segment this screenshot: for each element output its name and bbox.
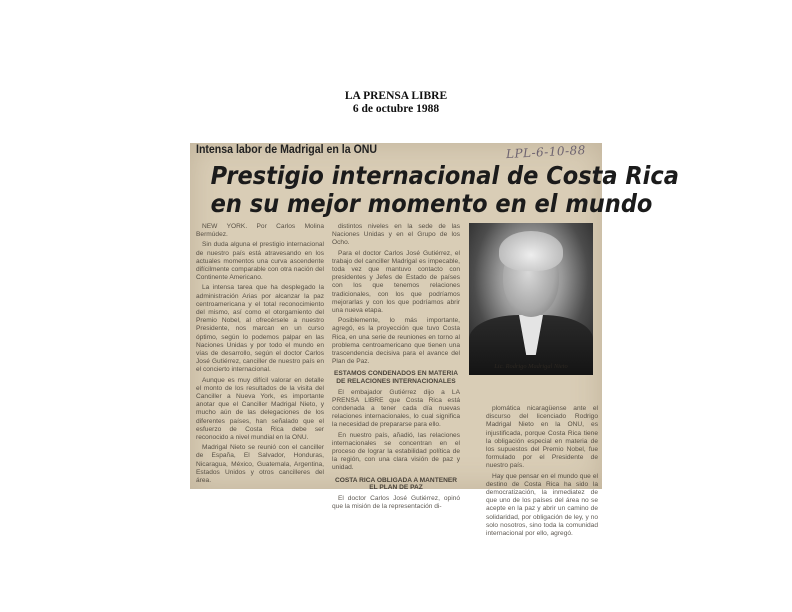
paragraph: Sin duda alguna el prestigio internacional de nuestro país está atravesando en los actuales momentos una curva ascendente difícilmente comparable con otra nación del Continente Americano. [196, 241, 324, 282]
paragraph: NEW YORK. Por Carlos Molina Bermúdez. [196, 223, 324, 239]
article-subhead: ESTAMOS CONDENADOS EN MATERIA DE RELACIONES INTERNACIONALES [334, 370, 458, 386]
handwritten-date: LPL-6-10-88 [505, 142, 587, 162]
paragraph: Posiblemente, lo más importante, agregó, es la proyección que tuvo Costa Rica, en una serie de reuniones en torno al problema centroamericano que tienen una trascendencia decisiva para el avance del Plan de Paz. [332, 317, 460, 366]
article-column-2 [332, 223, 460, 511]
article-column-1 [196, 223, 324, 485]
newspaper-clipping [190, 142, 679, 538]
headline-line-2: en su mejor momento en el mundo [210, 189, 653, 218]
paragraph: Hay que pensar en el mundo que el destino de Costa Rica ha sido la democratización, la inmediatez de que uno de los países del área no se acepte en la paz y abrir un camino de solidaridad, por obligación de ley, y no solo nosotros, sino toda la comunidad internacional por ello, agregó. [486, 472, 598, 538]
publication-date: 6 de octubre 1988 [352, 103, 440, 115]
article-column-3 [486, 405, 598, 538]
paragraph: Para el doctor Carlos José Gutiérrez, el trabajo del canciller Madrigal es impecable, toda vez que mantuvo contacto con presidentes y Jefes de Estado de países con los que tenemos relaciones tradicionales, con los que podríamos mejorarlas y con los que podríamos abrir una nueva etapa. [332, 249, 460, 315]
paragraph: El doctor Carlos José Gutiérrez, opinó que la misión de la representación di- [332, 494, 460, 511]
article-subhead: COSTA RICA OBLIGADA A MANTENER EL PLAN DE PAZ [334, 476, 458, 492]
headline-line-1: Prestigio internacional de Costa Rica [210, 161, 679, 190]
document-header [0, 90, 792, 116]
paragraph: El embajador Gutiérrez dijo a LA PRENSA LIBRE que Costa Rica está condenada a tener cada día nuevas relaciones internacionales, lo cual significa la necesidad de prepararse para ello. [332, 388, 460, 429]
paragraph: distintos niveles en la sede de las Naciones Unidas y en el Grupo de los Ocho. [332, 223, 460, 247]
paragraph: En nuestro país, añadió, las relaciones internacionales se concentran en el proceso de lograr la estabilidad política de la región, con una clara visión de paz y unidad. [332, 431, 460, 472]
paragraph: La intensa tarea que ha desplegado la administración Arias por alcanzar la paz centroamericana y el total reconocimiento del mismo, así como el otorgamiento del Premio Nobel, al ofrecérsele a nuestro Presidente, nos marcan en un curso óptimo, según lo podemos palpar en las Naciones Unidas y por todo el mundo en vías de desarrollo, según el doctor Carlos José Gutiérrez, canciller de nuestro país en el concierto internacional. [196, 284, 324, 374]
article-kicker: Intensa labor de Madrigal en la ONU [196, 144, 378, 156]
portrait-photo [469, 223, 593, 361]
paragraph: plomática nicaragüense ante el discurso del licenciado Rodrigo Madrigal Nieto en la ONU, es injustificada, porque Costa Rica tiene la obligación especial en materia de los supuestos del Premio Nobel, fue formulado por el Presidente de nuestro país. [486, 405, 598, 470]
photo-caption: Lic. Rodrigo Madrigal Nieto [494, 363, 568, 370]
paragraph: Madrigal Nieto se reunió con el canciller de España, El Salvador, Honduras, Nicaragua, México, Guatemala, Argentina, Estados Unidos y otros cancilleres del área. [196, 444, 324, 485]
publication-name: LA PRENSA LIBRE [344, 90, 448, 102]
paragraph: Aunque es muy difícil valorar en detalle el monto de los resultados de la visita del Canciller a Nueva York, es importante anotar que el Canciller Madrigal Nieto, y mucho aún de las delegaciones de los diferentes países, han señalado que el esfuerzo de Costa Rica debe ser reconocido a nivel mundial en la ONU. [196, 376, 324, 442]
photo-hair [499, 231, 563, 271]
